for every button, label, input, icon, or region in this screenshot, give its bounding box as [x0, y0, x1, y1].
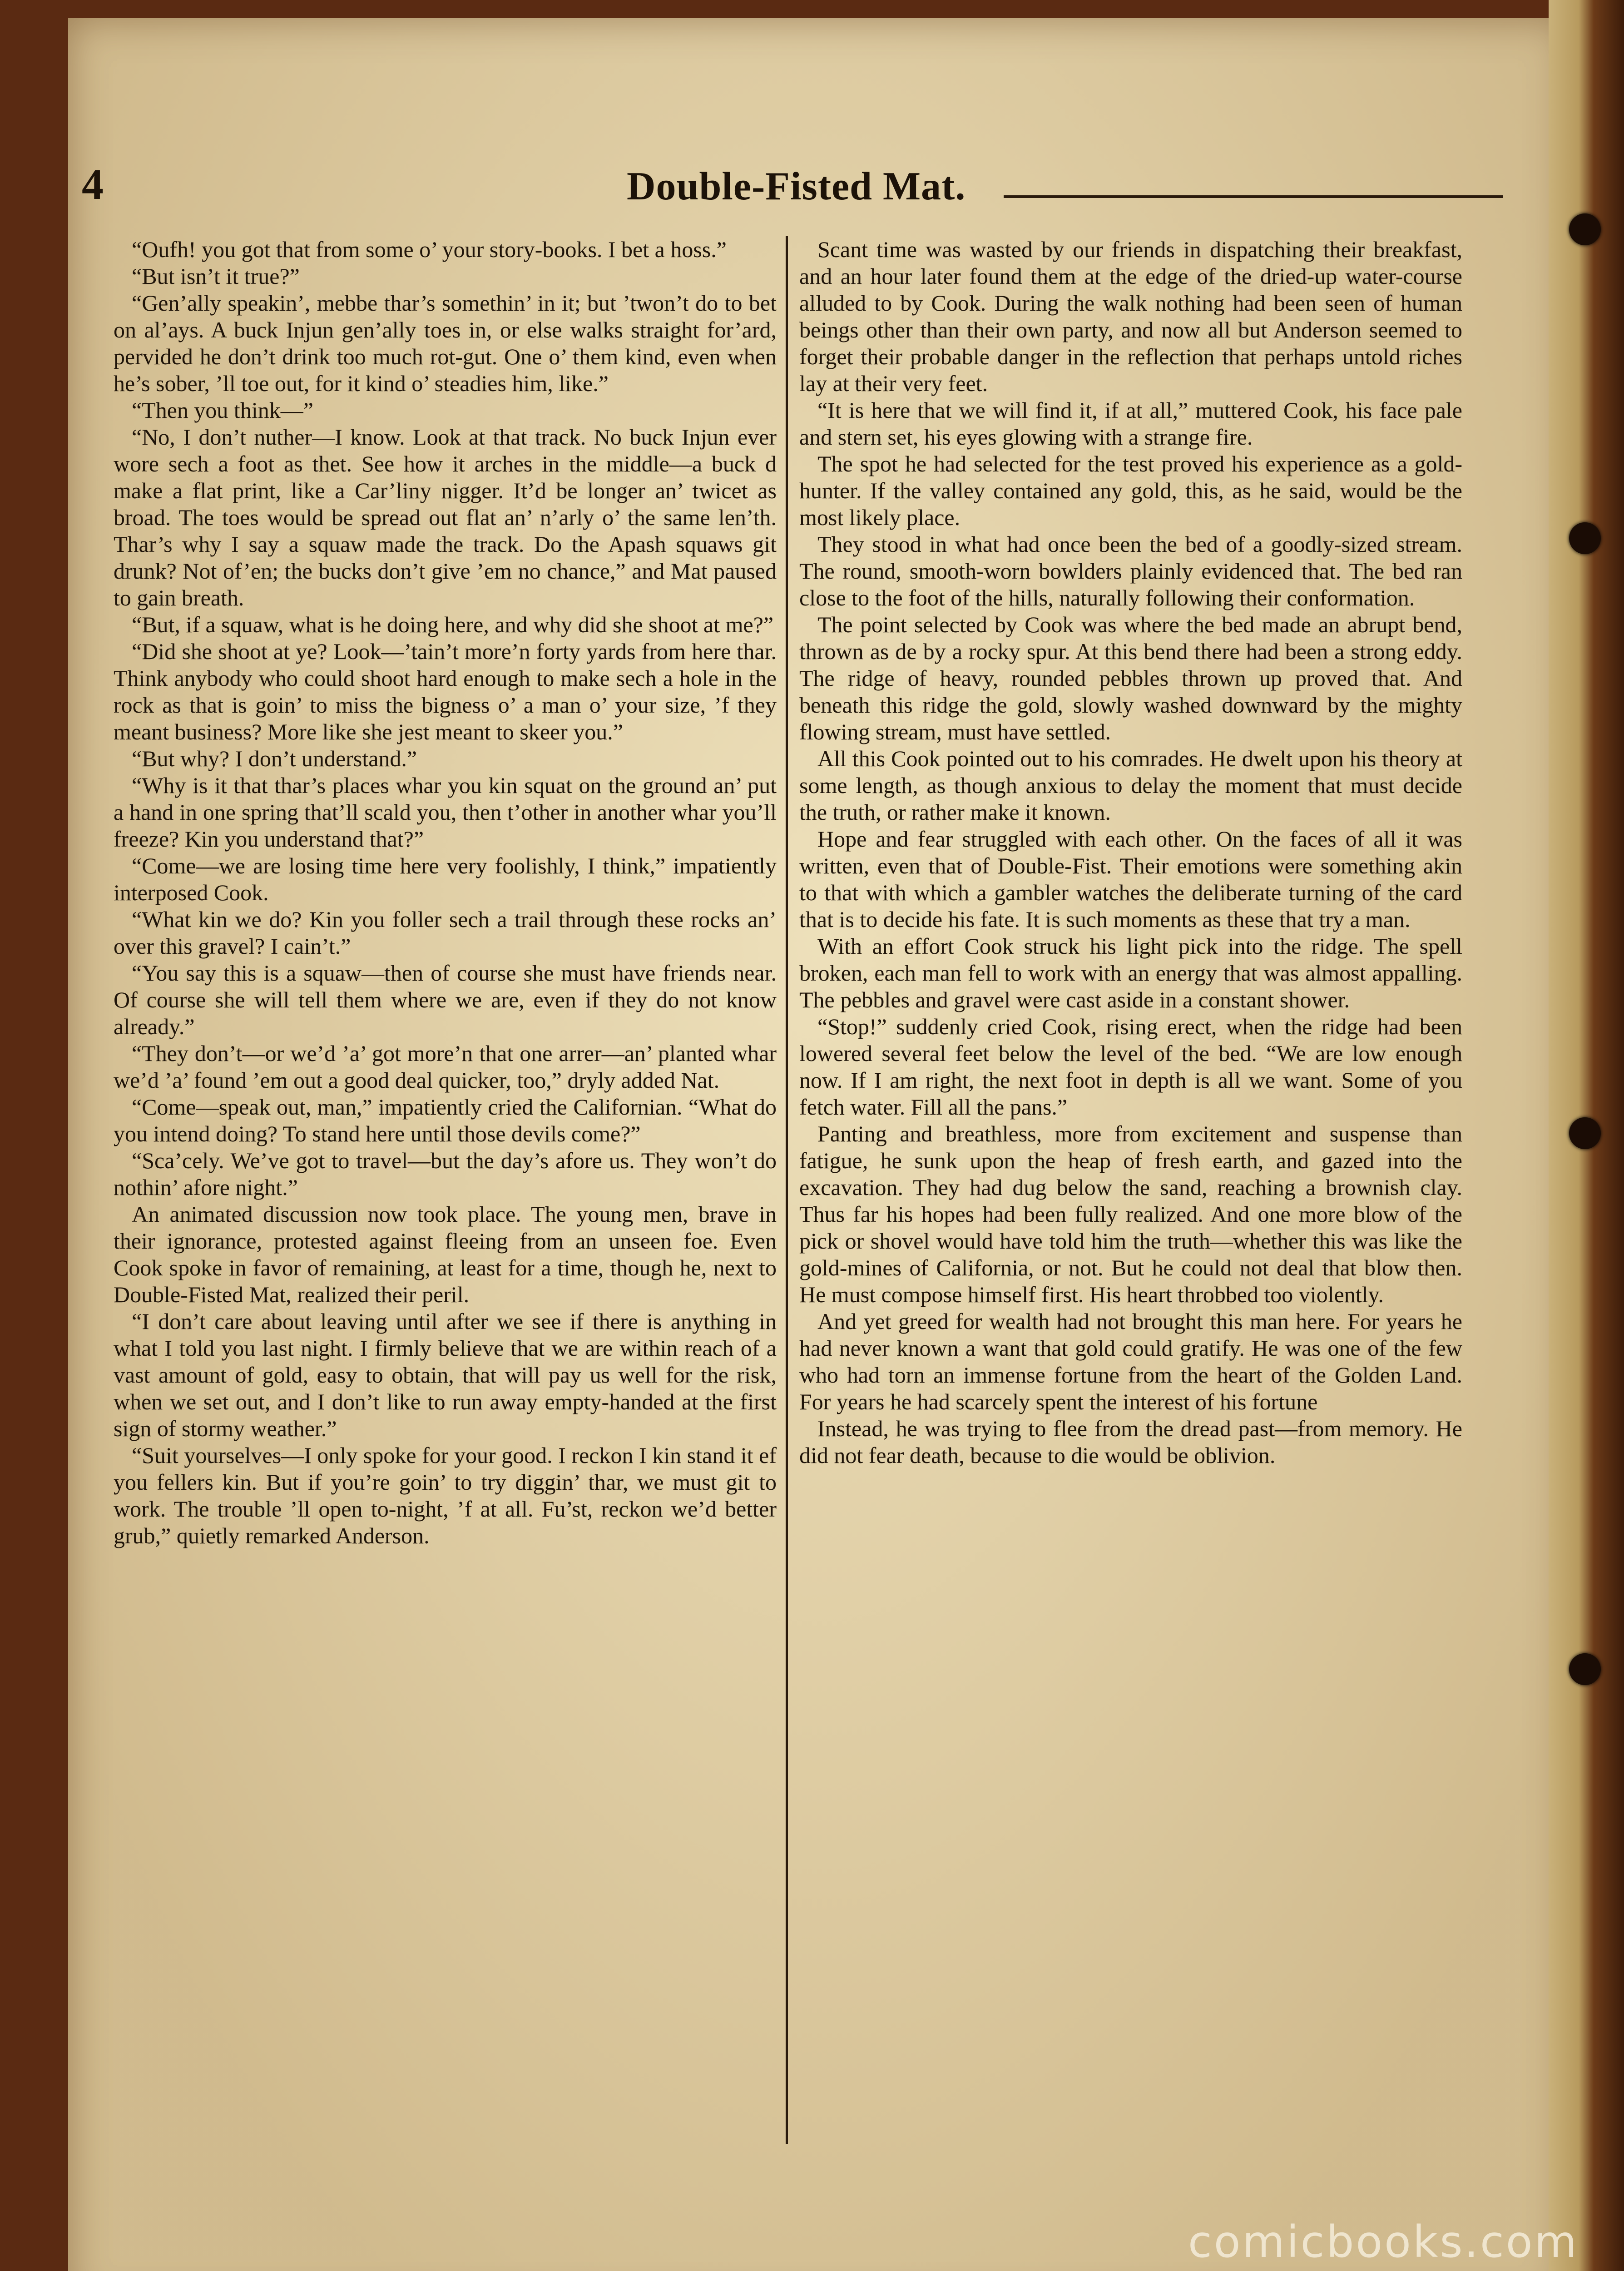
paragraph: “It is here that we will find it, if at all,” muttered Cook, his face pale and stern set, his eyes glowing with a strange fire.: [799, 397, 1462, 450]
paragraph: “Did she shoot at ye? Look—’tain’t more’n forty yards from here thar. Think anybody who could shoot hard enough to make sech a hole in the rock as that is goin’ to miss the bigness o’ a man o’ your size, ’f they meant business? More like she jest meant to skeer you.”: [114, 639, 777, 744]
header-rule: [1004, 195, 1503, 198]
paragraph: “Come—speak out, man,” impatiently cried the Californian. “What do you intend doing? To stand here until those devils come?”: [114, 1094, 777, 1146]
paragraph: “What kin we do? Kin you foller sech a trail through these rocks an’ over this gravel? I cain’t.”: [114, 907, 777, 959]
paragraph: Scant time was wasted by our friends in dispatching their breakfast, and an hour later found them at the edge of the dried-up water-course alluded to by Cook. During the walk nothing had been seen of human beings other than their own party, and now all but Anderson seemed to forget their probable danger in the reflection that perhaps untold riches lay at their very feet.: [799, 237, 1462, 396]
right-column: [799, 236, 1462, 1469]
paragraph: “Suit yourselves—I only spoke for your good. I reckon I kin stand it ef you fellers kin. But if you’re goin’ to try diggin’ thar, we must git to work. The trouble ’ll open to-night, ’f at all. Fu’st, reckon we’d better grub,” quietly remarked Anderson.: [114, 1443, 777, 1548]
paragraph: “But isn’t it true?”: [132, 263, 300, 289]
paragraph: “They don’t—or we’d ’a’ got more’n that one arrer—an’ planted whar we’d ’a’ found ’em out a good deal quicker, too,” dryly added Nat.: [114, 1041, 777, 1093]
paragraph: “No, I don’t nuther—I know. Look at that track. No buck Injun ever wore sech a foot as thet. See how it arches in the middle—a buck d make a flat print, like a Car’liny nigger. It’d be longer an’ twicet as broad. The toes would be spread out flat an’ n’arly o’ the same len’th. Thar’s why I say a squaw made the track. Do the Apash squaws git drunk? Not of’en; the bucks don’t give ’em no chance,” and Mat paused to gain breath.: [114, 424, 777, 610]
paragraph: “Gen’ally speakin’, mebbe thar’s somethin’ in it; but ’twon’t do to bet on al’ays. A buck Injun gen’ally toes in, or else walks straight for’ard, pervided he don’t drink too much rot-gut. One o’ them kind, even when he’s sober, ’ll toe out, for it kind o’ steadies him, like.”: [114, 290, 777, 396]
paragraph: “I don’t care about leaving until after we see if there is anything in what I told you last night. I firmly believe that we are within reach of a vast amount of gold, easy to obtain, that will pay us well for the risk, when we set out, and I don’t like to run away empty-handed at the first sign of stormy weather.”: [114, 1309, 777, 1441]
page-header: [82, 154, 990, 223]
paragraph: And yet greed for wealth had not brought this man here. For years he had never known a want that gold could gratify. He was one of the few who had torn an immense fortune from the heart of the Golden Land. For years he had scarcely spent the interest of his fortune: [799, 1309, 1462, 1414]
paragraph: “But, if a squaw, what is he doing here, and why did she shoot at me?”: [132, 612, 774, 637]
paragraph: They stood in what had once been the bed of a goodly-sized stream. The round, smooth-worn bowlders plainly evidenced that. The bed ran close to the foot of the hills, naturally following their conformation.: [799, 531, 1462, 610]
paragraph: Instead, he was trying to flee from the dread past—from memory. He did not fear death, because to die would be oblivion.: [799, 1416, 1462, 1468]
column-divider: [786, 236, 788, 2144]
binding-holes: [1569, 0, 1610, 2271]
paragraph: Panting and breathless, more from excitement and suspense than fatigue, he sunk upon the heap of fresh earth, and gazed into the excavation. They had dug below the sand, reaching a brownish clay. Thus far his hopes had been fully realized. And one more blow of the pick or shovel would have told him the truth—whether this was like the gold-mines of California, or not. But he could not deal that blow then. He must compose himself first. His heart throbbed too violently.: [799, 1121, 1462, 1307]
page-number: 4: [82, 160, 104, 208]
paragraph: “Why is it that thar’s places whar you kin squat on the ground an’ put a hand in one spring that’ll scald you, then t’other in another whar you’ll freeze? Kin you understand that?”: [114, 773, 777, 852]
paragraph: All this Cook pointed out to his comrades. He dwelt upon his theory at some length, as though anxious to delay the moment that must decide the truth, or rather make it known.: [799, 746, 1462, 825]
paragraph: “But why? I don’t understand.”: [132, 746, 417, 771]
paragraph: “Come—we are losing time here very foolishly, I think,” impatiently interposed Cook.: [114, 853, 777, 905]
paragraph: “Oufh! you got that from some o’ your story-books. I bet a hoss.”: [132, 237, 727, 262]
paragraph: “Stop!” suddenly cried Cook, rising erect, when the ridge had been lowered several feet below the level of the bed. “We are low enough now. If I am right, the next foot in depth is all we want. Some of you fetch water. Fill all the pans.”: [799, 1014, 1462, 1120]
paragraph: “Sca’cely. We’ve got to travel—but the day’s afore us. They won’t do nothin’ afore night.”: [114, 1148, 777, 1200]
paragraph: An animated discussion now took place. The young men, brave in their ignorance, protested against fleeing from an unseen foe. Even Cook spoke in favor of remaining, at least for a time, though he, next to Double-Fisted Mat, realized their peril.: [114, 1201, 777, 1307]
left-column: [114, 236, 777, 1549]
paragraph: “Then you think—”: [132, 397, 313, 423]
paragraph: The point selected by Cook was where the bed made an abrupt bend, thrown as de by a rocky spur. At this bend there had been a strong eddy. The ridge of heavy, rounded pebbles thrown up proved that. And beneath this ridge the gold, slowly washed downward by the mighty flowing stream, must have settled.: [799, 612, 1462, 744]
paragraph: The spot he had selected for the test proved his experience as a gold-hunter. If the valley contained any gold, this, as he said, would be the most likely place.: [799, 451, 1462, 530]
running-title: Double-Fisted Mat.: [627, 164, 966, 208]
watermark: comicbooks.com: [1188, 2216, 1579, 2267]
paragraph: With an effort Cook struck his light pick into the ridge. The spell broken, each man fell to work with an energy that was almost appalling. The pebbles and gravel were cast aside in a constant shower.: [799, 933, 1462, 1012]
paragraph: “You say this is a squaw—then of course she must have friends near. Of course she will tell them where we are, even if they do not know already.”: [114, 960, 777, 1039]
paragraph: Hope and fear struggled with each other. On the faces of all it was written, even that of Double-Fist. Their emotions were something akin to that with which a gambler watches the deliberate turning of the card that is to decide his fate. It is such moments as these that try a man.: [799, 826, 1462, 932]
